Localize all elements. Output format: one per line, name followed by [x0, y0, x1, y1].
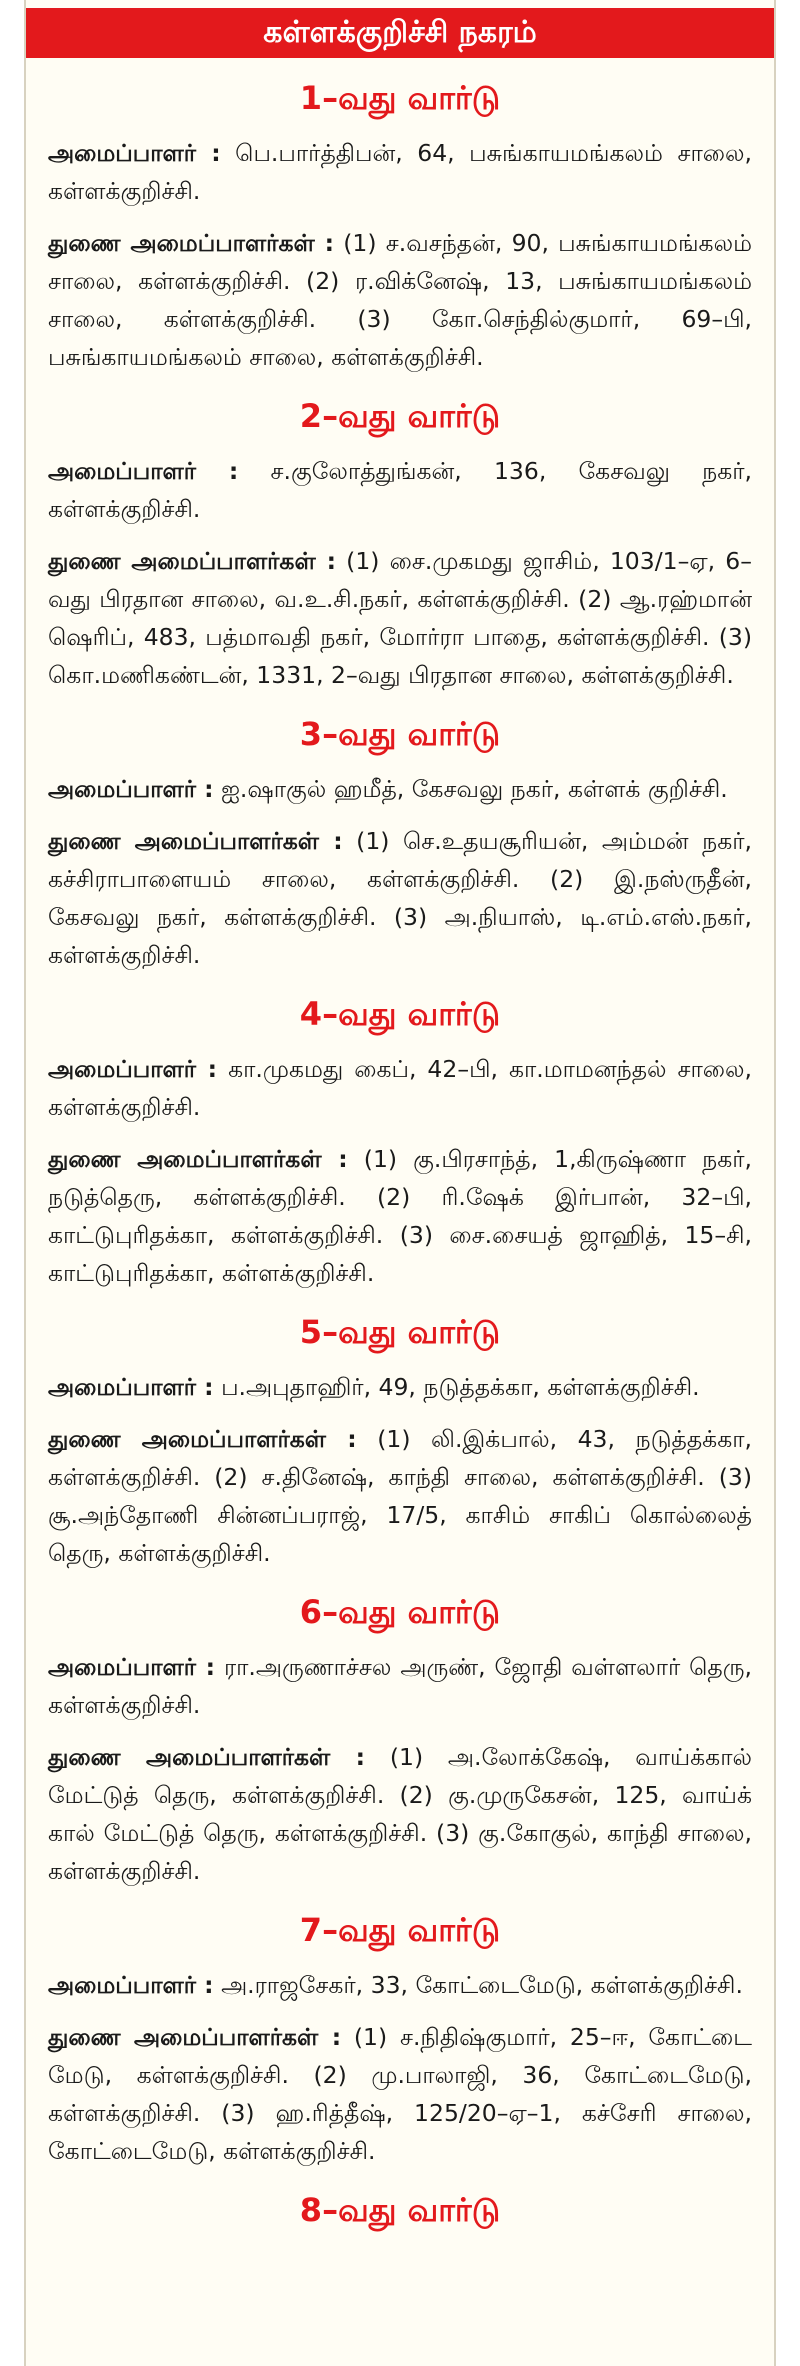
deputy-organizers-label: துணை அமைப்பாளர்கள் : — [48, 2023, 342, 2051]
deputy-organizers-paragraph — [48, 1420, 752, 1572]
ward-section — [26, 80, 774, 376]
deputy-organizers-label: துணை அமைப்பாளர்கள் : — [48, 547, 336, 575]
organizer-details: கா.முகமது கைப், 42–பி, கா.மாமனந்தல் சாலை, கள்ளக்குறிச்சி. — [48, 1055, 752, 1121]
organizer-paragraph — [48, 1648, 752, 1724]
deputy-organizers-paragraph — [48, 224, 752, 376]
deputy-organizers-label: துணை அமைப்பாளர்கள் : — [48, 827, 343, 855]
ward-section — [26, 1594, 774, 1890]
organizer-paragraph — [48, 1966, 752, 2004]
organizer-details: அ.ராஜசேகர், 33, கோட்டைமேடு, கள்ளக்குறிச்சி. — [213, 1971, 743, 1999]
deputy-organizers-paragraph — [48, 1738, 752, 1890]
ward-title: 5–வது வார்டு — [299, 1313, 501, 1351]
deputy-organizers-details: (1) லி.இக்பால், 43, நடுத்தக்கா, கள்ளக்குறிச்சி. (2) ச.தினேஷ், காந்தி சாலை, கள்ளக்குறிச்சி. (3) சூ.அந்தோணி சின்னப்பராஜ், 17/5, காசிம் சாகிப் கொல்லைத் தெரு, கள்ளக்குறிச்சி. — [48, 1425, 752, 1567]
organizer-label: அமைப்பாளர் : — [48, 775, 214, 803]
ward-section — [26, 398, 774, 694]
ward-title: 3–வது வார்டு — [299, 715, 501, 753]
ward-title: 7–வது வார்டு — [299, 1911, 501, 1949]
organizer-label: அமைப்பாளர் : — [48, 1653, 216, 1681]
organizer-details: ப.அபுதாஹிர், 49, நடுத்தக்கா, கள்ளக்குறிச்சி. — [213, 1373, 700, 1401]
organizer-details: பெ.பார்த்திபன், 64, பசுங்காயமங்கலம் சாலை, கள்ளக்குறிச்சி. — [48, 139, 752, 205]
organizer-paragraph — [48, 770, 752, 808]
document-page — [24, 0, 776, 2366]
organizer-details: ரா.அருணாச்சல அருண், ஜோதி வள்ளலார் தெரு, கள்ளக்குறிச்சி. — [48, 1653, 752, 1719]
ward-title: 8–வது வார்டு — [299, 2191, 501, 2229]
deputy-organizers-label: துணை அமைப்பாளர்கள் : — [48, 1743, 366, 1771]
ward-title: 1–வது வார்டு — [299, 79, 501, 117]
ward-section — [26, 716, 774, 974]
organizer-paragraph — [48, 1050, 752, 1126]
organizer-label: அமைப்பாளர் : — [48, 1055, 218, 1083]
deputy-organizers-details: (1) கு.பிரசாந்த், 1,கிருஷ்ணா நகர், நடுத்தெரு, கள்ளக்குறிச்சி. (2) ரி.ஷேக் இர்பான், 32–பி, காட்டுபுரிதக்கா, கள்ளக்குறிச்சி. (3) சை.சையத் ஜாஹித், 15–சி, காட்டுபுரிதக்கா, கள்ளக்குறிச்சி. — [48, 1145, 752, 1287]
deputy-organizers-details: (1) செ.உதயசூரியன், அம்மன் நகர், கச்சிராபாளையம் சாலை, கள்ளக்குறிச்சி. (2) இ.நஸ்ருதீன், கேசவலு நகர், கள்ளக்குறிச்சி. (3) அ.நியாஸ், டி.எம்.எஸ்.நகர், கள்ளக்குறிச்சி. — [48, 827, 752, 969]
ward-section — [26, 996, 774, 1292]
organizer-label: அமைப்பாளர் : — [48, 1373, 214, 1401]
deputy-organizers-details: (1) ச.நிதிஷ்குமார், 25–ஈ, கோட்டை மேடு, கள்ளக்குறிச்சி. (2) மு.பாலாஜி, 36, கோட்டைமேடு, கள்ளக்குறிச்சி. (3) ஹ.ரித்தீஷ், 125/20–ஏ–1, கச்சேரி சாலை, கோட்டைமேடு, கள்ளக்குறிச்சி. — [48, 2023, 752, 2165]
ward-section — [26, 1314, 774, 1572]
deputy-organizers-paragraph — [48, 1140, 752, 1292]
section-banner: கள்ளக்குறிச்சி நகரம் — [26, 8, 774, 58]
ward-title: 2–வது வார்டு — [299, 397, 501, 435]
organizer-details: ச.குலோத்துங்கன், 136, கேசவலு நகர், கள்ளக்குறிச்சி. — [48, 457, 752, 523]
organizer-paragraph — [48, 452, 752, 528]
deputy-organizers-label: துணை அமைப்பாளர்கள் : — [48, 1145, 348, 1173]
organizer-paragraph — [48, 134, 752, 210]
deputy-organizers-details: (1) சை.முகமது ஜாசிம், 103/1–ஏ, 6–வது பிரதான சாலை, வ.உ.சி.நகர், கள்ளக்குறிச்சி. (2) ஆ.ரஹ்மான் ஷெரிப், 483, பத்மாவதி நகர், மோர்ரா பாதை, கள்ளக்குறிச்சி. (3) கொ.மணிகண்டன், 1331, 2–வது பிரதான சாலை, கள்ளக்குறிச்சி. — [48, 547, 752, 689]
organizer-label: அமைப்பாளர் : — [48, 139, 221, 167]
ward-section — [26, 1912, 774, 2170]
organizer-label: அமைப்பாளர் : — [48, 457, 239, 485]
deputy-organizers-details: (1) அ.லோக்கேஷ், வாய்க்கால் மேட்டுத் தெரு, கள்ளக்குறிச்சி. (2) கு.முருகேசன், 125, வாய்க் கால் மேட்டுத் தெரு, கள்ளக்குறிச்சி. (3) கு.கோகுல், காந்தி சாலை, கள்ளக்குறிச்சி. — [48, 1743, 752, 1885]
organizer-label: அமைப்பாளர் : — [48, 1971, 214, 1999]
ward-title: 6–வது வார்டு — [299, 1593, 501, 1631]
deputy-organizers-paragraph — [48, 542, 752, 694]
deputy-organizers-paragraph — [48, 822, 752, 974]
deputy-organizers-label: துணை அமைப்பாளர்கள் : — [48, 229, 335, 257]
organizer-details: ஐ.ஷாகுல் ஹமீத், கேசவலு நகர், கள்ளக் குறிச்சி. — [213, 775, 728, 803]
deputy-organizers-details: (1) ச.வசந்தன், 90, பசுங்காயமங்கலம் சாலை, கள்ளக்குறிச்சி. (2) ர.விக்னேஷ், 13, பசுங்காயமங்கலம் சாலை, கள்ளக்குறிச்சி. (3) கோ.செந்தில்குமார், 69–பி, பசுங்காயமங்கலம் சாலை, கள்ளக்குறிச்சி. — [48, 229, 752, 371]
ward-section — [26, 2192, 774, 2228]
deputy-organizers-paragraph — [48, 2018, 752, 2170]
deputy-organizers-label: துணை அமைப்பாளர்கள் : — [48, 1425, 357, 1453]
ward-title: 4–வது வார்டு — [299, 995, 501, 1033]
organizer-paragraph — [48, 1368, 752, 1406]
